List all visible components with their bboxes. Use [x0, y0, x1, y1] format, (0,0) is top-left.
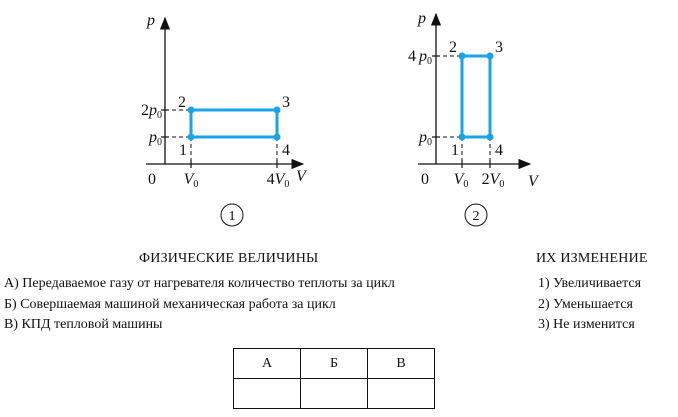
p-tick-label-p0: p0: [149, 129, 162, 148]
v-tick-label-4v0: 4V0: [266, 171, 290, 190]
origin-label: 0: [148, 171, 156, 188]
point-label-3: 3: [495, 39, 503, 56]
change-text: Не изменится: [553, 317, 635, 332]
diagram-number: 2: [472, 209, 480, 224]
change-item-2: [538, 297, 633, 313]
change-item-3: [538, 317, 635, 333]
answer-header-b: Б: [301, 349, 368, 379]
change-text: Уменьшается: [553, 297, 633, 312]
quantity-text: Передаваемое газу от нагревателя количество теплоты за цикл: [22, 276, 395, 291]
changes-header: ИХ ИЗМЕНЕНИЕ: [536, 251, 648, 266]
v-axis-label: V: [296, 168, 306, 185]
change-item-1: [538, 276, 641, 292]
change-num: 3): [538, 317, 550, 332]
answer-cell-b[interactable]: [301, 379, 368, 409]
answer-header-a: А: [234, 349, 301, 379]
v-axis-label: V: [528, 173, 538, 190]
pv-diagram-2: [408, 10, 540, 226]
answer-cell-v[interactable]: [368, 379, 435, 409]
state-points: [459, 53, 494, 141]
point-label-4: 4: [495, 142, 503, 159]
origin-label: 0: [421, 171, 429, 188]
quantity-text: КПД тепловой машины: [21, 317, 163, 332]
quantity-item-v: [4, 317, 162, 333]
answer-table-input-row: [234, 379, 435, 409]
cycle-path: [462, 56, 490, 137]
v-tick-label-2v0: 2V0: [481, 171, 505, 190]
p-tick-label-2p0: 2p0: [141, 102, 162, 121]
diagram-number: 1: [228, 209, 236, 224]
quantity-item-b: [4, 297, 336, 313]
v-tick-label-v0: V0: [453, 171, 469, 190]
quantity-letter: Б): [4, 297, 17, 312]
state-points: [188, 107, 281, 141]
answer-table: [233, 348, 435, 409]
p-axis-label: p: [418, 10, 426, 27]
p-axis-label: p: [147, 12, 155, 29]
point-label-1: 1: [179, 142, 187, 159]
quantity-text: Совершаемая машиной механическая работа за цикл: [20, 297, 336, 312]
quantity-item-a: [4, 276, 395, 292]
change-text: Увеличивается: [553, 276, 642, 291]
p-tick-label-p0: p0: [419, 129, 432, 148]
point-label-2: 2: [449, 39, 457, 56]
change-num: 2): [538, 297, 550, 312]
cycle-path: [191, 110, 277, 137]
quantities-header: ФИЗИЧЕСКИЕ ВЕЛИЧИНЫ: [139, 251, 319, 266]
quantity-letter: А): [4, 276, 19, 291]
change-num: 1): [538, 276, 550, 291]
tick-marks: [161, 110, 277, 168]
point-label-1: 1: [451, 142, 459, 159]
answer-cell-a[interactable]: [234, 379, 301, 409]
point-label-4: 4: [282, 142, 290, 159]
answer-header-v: В: [368, 349, 435, 379]
point-label-3: 3: [282, 94, 290, 111]
quantity-letter: В): [4, 317, 18, 332]
p-tick-label-4p0: 4 p0: [408, 48, 432, 67]
point-label-2: 2: [178, 94, 186, 111]
pv-diagram-1: [141, 12, 308, 226]
v-tick-label-v0: V0: [183, 171, 199, 190]
answer-table-header-row: [234, 349, 435, 379]
